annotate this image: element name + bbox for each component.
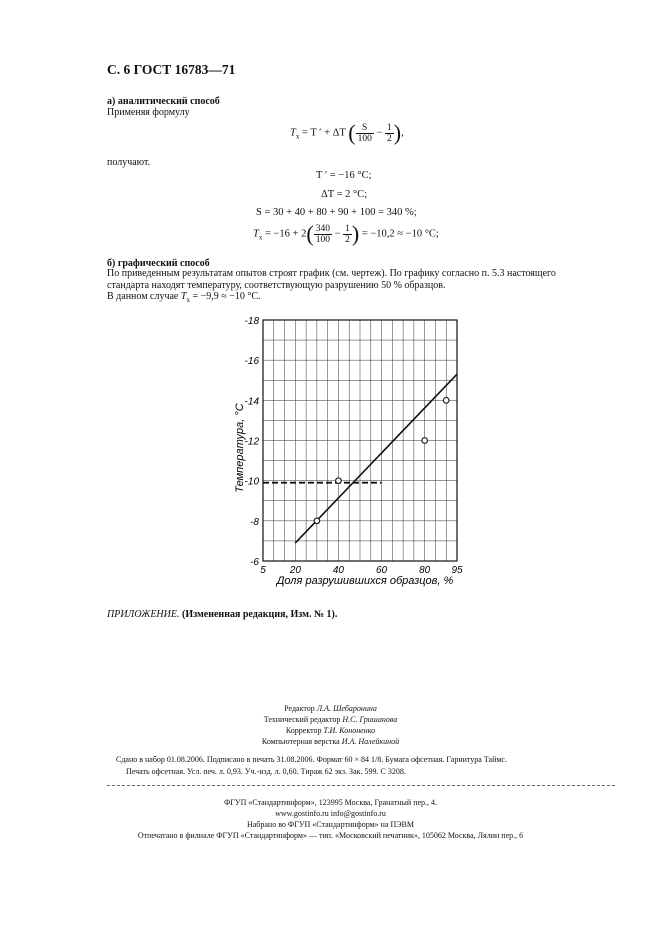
data-point	[422, 438, 428, 444]
corrector-name: Т.И. Кононенко	[323, 726, 376, 735]
layout-name: И.А. Налейкиной	[341, 737, 400, 746]
appendix-edit-note: (Измененная редакция, Изм. № 1).	[179, 609, 338, 620]
temperature-chart	[225, 308, 475, 593]
editor-name: Л.А. Шебаронина	[316, 704, 377, 713]
main-formula: $T_x = T$ ′ + ΔT ( $\frac{S}{100}$ − $\frac{1}{2}$ ),	[290, 120, 404, 145]
formula-sub: x	[295, 132, 300, 141]
y-tick-label: -18	[244, 316, 259, 327]
y-tick-label: -6	[250, 557, 259, 568]
publisher-block	[0, 797, 661, 841]
eq4-frac2: $\frac{1}{2}$	[345, 223, 350, 245]
y-tick-label: -12	[244, 436, 259, 448]
section-b-heading: б) графический способ	[107, 258, 210, 269]
publisher-address: ФГУП «Стандартинформ», 123995 Москва, Гранатный пер., 4.	[223, 798, 438, 807]
y-tick-label: -16	[244, 356, 259, 368]
x-tick-label: 40	[332, 565, 345, 576]
x-tick-label: 20	[289, 565, 301, 576]
fit-line	[295, 374, 457, 543]
data-point	[336, 478, 342, 484]
publisher-printed: Отпечатано в филиале ФГУП «Стандартинформ» — тип. «Московский печатник», 105062 Москва, Лялин пер., 6	[137, 831, 524, 840]
imprint-line-2: Печать офсетная. Усл. печ. л. 0,93. Уч.-изд. л. 0,60. Тираж 62 экз. Зак. 599. С 3208.	[126, 767, 406, 776]
tech-editor-name: Н.С. Гришанова	[342, 715, 398, 724]
eq-sum-s: S = 30 + 40 + 80 + 90 + 100 = 340 %;	[256, 207, 417, 218]
y-tick-label: -8	[250, 516, 259, 528]
publisher-web: www.gostinfo.ru info@gostinfo.ru	[275, 809, 386, 818]
data-point	[314, 518, 320, 524]
eq-result: $T_x = -16 + 2$( $\frac{340}{100}$ − $\frac{1}{2}$ ) = −10,2 ≈ −10 °C;	[253, 221, 439, 246]
formula-var: T	[290, 127, 296, 139]
section-a-got: получают.	[107, 157, 151, 168]
publisher-typeset: Набрано во ФГУП «Стандартинформ» на ПЭВМ	[246, 820, 415, 829]
x-tick-label: 60	[375, 565, 388, 576]
data-point	[443, 398, 449, 404]
eq-delta-t: ΔT = 2 °C;	[321, 189, 368, 200]
y-tick-label: -10	[244, 476, 259, 488]
x-tick-label: 95	[451, 565, 463, 576]
eq4-frac1: $\frac{340}{100}$	[315, 223, 330, 245]
page-header: С. 6 ГОСТ 16783—71	[107, 62, 236, 77]
y-axis-label: Температура, °С	[234, 403, 246, 493]
x-tick-label: 80	[419, 565, 431, 576]
formula-rhs: = T ′ + ΔT	[301, 127, 346, 139]
formula-frac2: $\frac{1}{2}$	[387, 122, 392, 144]
formula-frac1: $\frac{S}{100}$	[357, 122, 372, 144]
y-tick-label: -14	[244, 396, 259, 408]
chart-ticks	[245, 316, 463, 576]
divider	[107, 785, 615, 786]
section-b-text: По приведенным результатам опытов строят график (см. чертеж). По графику согласно п. 5.3 настоящего стандарта находят температуру, соответствующую разрушению 50 % образцов. В данном случае $T_x = -9,9 \approx -10$ °C.	[107, 268, 556, 304]
section-a-intro: Применяя формулу	[107, 107, 190, 118]
section-a-heading: а) аналитический способ	[107, 96, 220, 107]
x-axis-label: Доля разрушившихся образцов, %	[276, 575, 454, 587]
imprint-line-1: Сдано в набор 01.08.2006. Подписано в печать 31.08.2006. Формат 60 × 84 1/8. Бумага офсетная. Гарнитура Таймс.	[116, 755, 507, 764]
eq-t-prime: T ′ = −16 °C;	[316, 170, 372, 181]
x-tick-label: 5	[260, 565, 266, 576]
appendix-note	[107, 609, 337, 621]
credits-block: Редактор Л.А. Шебаронина Технический редактор Н.С. Гришанова Корректор Т.И. Кононенко Компьютерная верстка И.А. Налейкиной	[261, 704, 400, 746]
appendix-label: ПРИЛОЖЕНИЕ.	[107, 609, 180, 620]
